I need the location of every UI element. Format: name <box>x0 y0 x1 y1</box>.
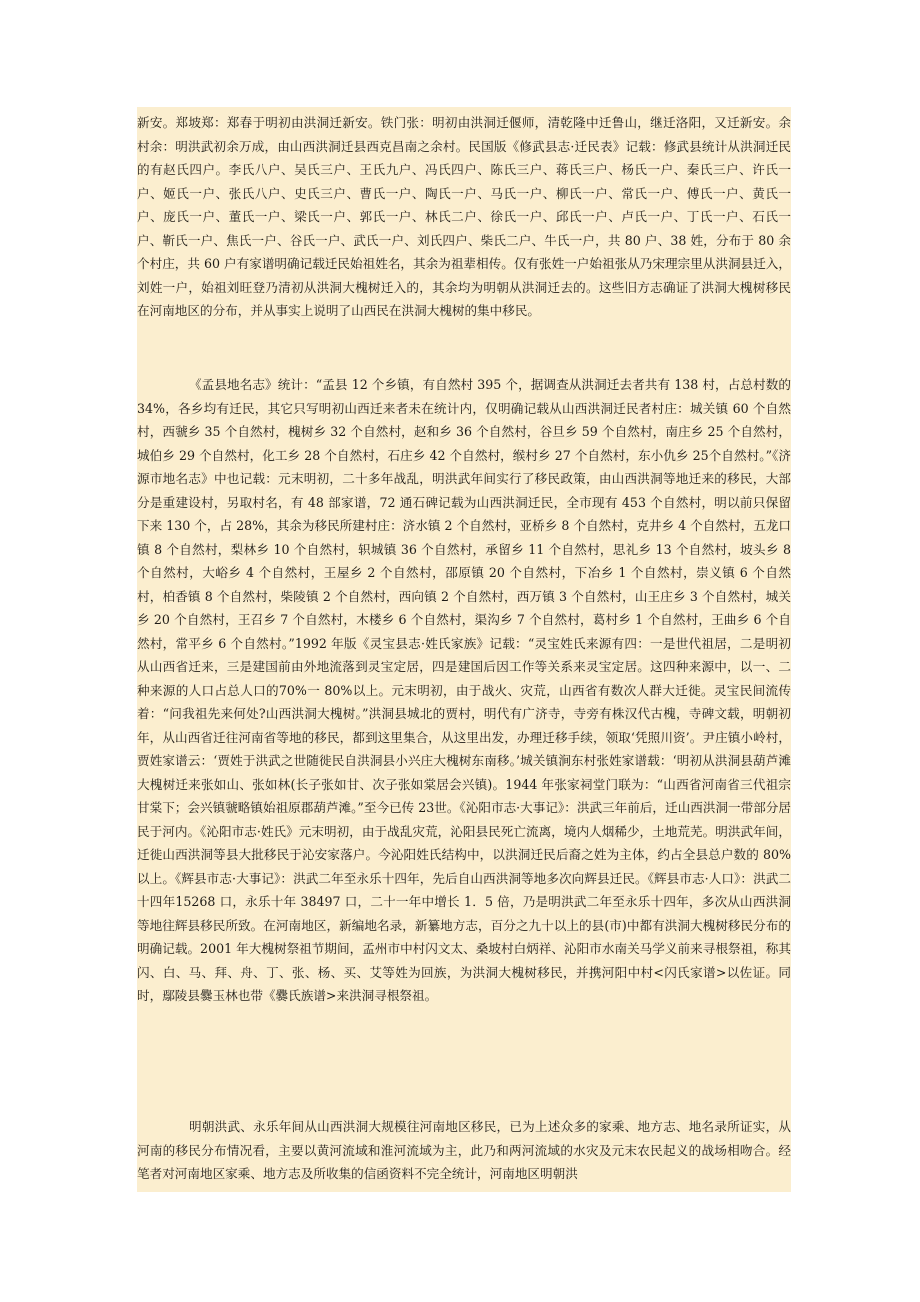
article-panel <box>137 107 791 1192</box>
paragraph-3: 明朝洪武、永乐年间从山西洪洞大规模往河南地区移民，已为上述众多的家乘、地方志、地名录所证实，从河南的移民分布情况看，主要以黄河流域和淮河流域为主，此乃和两河流域的水灾及元末农民起义的战场相吻合。经笔者对河南地区家乘、地方志及所收集的信函资料不完全统计，河南地区明朝洪 <box>137 1119 791 1181</box>
paragraph-2: 《孟县地名志》统计：“孟县 12 个乡镇，有自然村 395 个，据调查从洪洞迁去者共有 138 村，占总村数的 34%，各乡均有迁民，其它只写明初山西迁来者未在统计内，仅明确记载从山西洪洞迁民者村庄：城关镇 60 个自然村，西虢乡 35 个自然村，槐树乡 32 个自然村，赵和乡 36 个自然村，谷旦乡 59 个自然村，南庄乡 25 个自然村，城伯乡 29 个自然村，化工乡 28 个自然村，石庄乡 42 个自然村，缑村乡 27 个自然村，东小仇乡 25个自然村。”《济源市地名志》中也记载：元末明初，二十多年战乱，明洪武年间实行了移民政策，由山西洪洞等地迁来的移民，大部分是重建设村，另取村名，有 48 部家谱，72 通石碑记载为山西洪洞迁民，全市现有 453 个自然村，明以前只保留下来 130 个，占 28%，其余为移民所建村庄：济水镇 2 个自然村，亚桥乡 8 个自然村，克井乡 4 个自然村，五龙口镇 8 个自然村，梨林乡 10 个自然村，轵城镇 36 个自然村，承留乡 11 个自然村，思礼乡 13 个自然村，坡头乡 8 个自然村，大峪乡 4 个自然村，王屋乡 2 个自然村，邵原镇 20 个自然村，下冶乡 1 个自然村，崇义镇 6 个自然村，柏香镇 8 个自然村，柴陵镇 2 个自然村，西向镇 2 个自然村，西万镇 3 个自然村，山王庄乡 3 个自然村，城关乡 20 个自然村，王召乡 7 个自然村，木楼乡 6 个自然村，渠沟乡 7 个自然村，葛村乡 1 个自然村，王曲乡 6 个自然村，常平乡 6 个自然村。”1992 年版《灵宝县志·姓氏家族》记载：“灵宝姓氏来源有四：一是世代祖居，二是明初从山西省迁来，三是建国前由外地流落到灵宝定居，四是建国后因工作等关系来灵宝定居。这四种来源中，以一、二种来源的人口占总人口的70%一 80%以上。元末明初，由于战火、灾荒，山西省有数次人群大迁徙。灵宝民间流传着：“问我祖先来何处?山西洪洞大槐树。”洪洞县城北的贾村，明代有广济寺，寺旁有株汉代古槐，寺碑文载，明朝初年，从山西省迁往河南省等地的移民，都到这里集合，从这里出发，办理迁移手续，领取‘凭照川资’。尹庄镇小岭村，贾姓家谱云：‘贾姓于洪武之世随徙民自洪洞县小兴庄大槐树东南移。’城关镇涧东村张姓家谱载：‘明初从洪洞县葫芦滩大槐树迁来张如山、张如林(长子张如甘、次子张如棠居会兴镇)。1944 年张家祠堂门联为：“山西省河南省三代祖宗甘棠下；会兴镇虢略镇始祖原郡葫芦滩。”至今已传 23世。《沁阳市志·大事记》：洪武三年前后，迁山西洪洞一带部分居民于河内。《沁阳市志·姓氏》元末明初，由于战乱灾荒，沁阳县民死亡流离，境内人烟稀少，土地荒芜。明洪武年间，迁徙山西洪洞等县大批移民于沁安家落户。今沁阳姓氏结构中，以洪洞迁民后裔之姓为主体，约占全县总户数的 80%以上。《辉县市志·大事记》：洪武二年至永乐十四年，先后自山西洪洞等地多次向辉县迁民。《辉县市志·人口》：洪武二十四年15268 口，永乐十年 38497 口，二十一年中增长 1．5 倍，乃是明洪武二年至永乐十四年，多次从山西洪洞等地往辉县移民所致。在河南地区，新编地名录，新纂地方志，百分之九十以上的县(市)中都有洪洞大槐树移民分布的明确记载。2001 年大槐树祭祖节期间，孟州市中村闪文太、桑坡村白炳祥、沁阳市水南关马学义前来寻根祭祖，称其闪、白、马、拜、舟、丁、张、杨、买、艾等姓为回族，为洪洞大槐树移民，并携河阳中村<闪氏家谱>以佐证。同时，鄢陵县爨玉林也带《爨氏族谱>来洪洞寻根祭祖。 <box>137 377 791 1003</box>
paragraph-1: 新安。郑坡郑：郑春于明初由洪洞迁新安。铁门张：明初由洪洞迁偃师，清乾隆中迁鲁山，继迁洛阳，又迁新安。余村余：明洪武初余万成，由山西洪洞迁县西克昌南之余村。民国版《修武县志·迁民表》记载：修武县统计从洪洞迁民的有赵氏四户。李氏八户、吴氏三户、王氏九户、冯氏四户、陈氏三户、蒋氏三户、杨氏一户、秦氏三户、许氏一户、姬氏一户、张氏八户、史氏三户、曹氏一户、陶氏一户、马氏一户、柳氏一户、常氏一户、傅氏一户、黄氏一户、庞氏一户、董氏一户、梁氏一户、郭氏一户、林氏二户、徐氏一户、邱氏一户、卢氏一户、丁氏一户、石氏一户、靳氏一户、焦氏一户、谷氏一户、武氏一户、刘氏四户、柴氏二户、牛氏一户，共 80 户、38 姓，分布于 80 余个村庄，共 60 户有家谱明确记载迁民始祖姓名，其余为祖辈相传。仅有张姓一户始祖张从乃宋理宗里从洪洞县迁入，刘姓一户，始祖刘旺登乃清初从洪洞大槐树迁入的，其余均为明朝从洪洞迁去的。这些旧方志确证了洪洞大槐树移民在河南地区的分布，并从事实上说明了山西民在洪洞大槐树的集中移民。 <box>137 115 791 318</box>
